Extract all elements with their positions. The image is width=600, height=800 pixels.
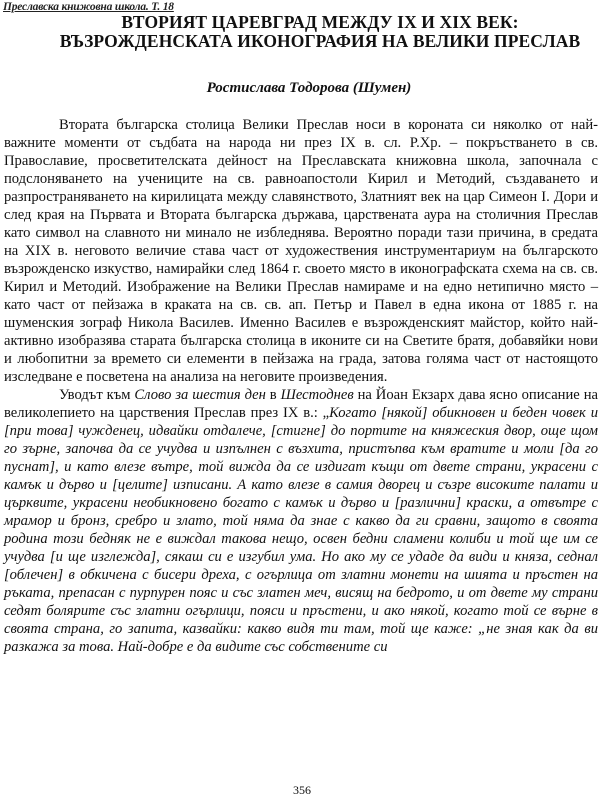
block-quote: Когато [някой] обикновен и беден човек и [при това] чужденец, идвайки отдалече, [стигне] до портите на княжеския двор, още щом го зърне, започва да се учудва и изпълнен с възхита, пристъпва към вратите и моли [да го пуснат], и като влезе вътре, той вижда да се издигат къщи от двете страни, украсени с камък и дърво и [целите] изписани. А като влезе в самия дворец и съзре високите палати и църквите, украсени необикновено богато с камък и дърво и [различни] краски, а отвътре с мрамор и бронз, сребро и злато, той няма да знае с какво да ги сравни, защото в своята родина този бедняк не е виждал такова нещо, освен бедни сламени колиби и той ще им се учудва [и ще изглежда], сякаш си е изгубил ума. Но ако му се удаде да види и княза, седнал [облечен] в обкичена с бисери дреха, с огърлица от златни монети на шията и пръстен на ръката, препасан с пурпурен пояс и със златен меч, висящ на бедрото, и от двете му страни седят болярите със златни огърлици, пояси и пръстени, и ако някой, когато той се върне в своята страна, го запита, казвайки: какво видя ти там, той ще каже: „не зная как да ви разкажа за това. Най-добре е да видите със собствените си	[4, 405, 598, 655]
paragraph-2-intro-b: в	[265, 387, 281, 403]
paragraph-2	[4, 386, 598, 656]
title-line-2: ВЪЗРОЖДЕНСКАТА ИКОНОГРАФИЯ НА ВЕЛИКИ ПРЕСЛАВ	[59, 31, 581, 51]
title-line-1: ВТОРИЯТ ЦАРЕВГРАД МЕЖДУ IX И XIX ВЕК:	[121, 12, 519, 32]
work-title-slovo: Слово за шестия ден	[134, 387, 266, 403]
paragraph-1: Втората българска столица Велики Преслав носи в короната си няколко от най-важните моменти от съдбата на народа ни през IX в. сл. Р.Хр. – покръстването в св. Православие, просветителската дейност на Преславската книжовна школа, започнала с подслоняването на учениците на св. равноапостоли Кирил и Методий, създаването и разпространяването на кирилицата между славянството, Златният век на цар Симеон I. Дори и след края на Първата и Втората българска държава, царствената аура на столичния Преслав като символ на славното ни минало не избледнява. Вероятно поради тази причина, в средата на XIX в. неговото величие става част от художествения инструментариум на българското възрожденско изкуство, намирайки след 1864 г. своето място в иконографската схема на св. св. Кирил и Методий. Изображение на Велики Преслав намираме и на едно нетипично място – като част от пейзажа в краката на св. св. ап. Петър и Павел в една икона от 1885 г. на шуменския зограф Никола Василев. Именно Василев е възрожденският майстор, който най-активно изобразява старата българска столица в иконите си на Светите братя, добавяйки нови и любопитни за времето си елементи в пейзажа на града, затова голяма част от настоящото изследване е посветена на анализа на неговите произведения.	[4, 117, 598, 385]
work-title-shestodnev: Шестоднев	[280, 387, 354, 403]
article-title	[40, 13, 600, 51]
page-number: 356	[293, 783, 311, 797]
paragraph-2-intro-c: на Йоан Екзарх дава ясно описание на великолепието на царствения Преслав през IX в.: „	[4, 387, 598, 421]
running-head: Преславска книжовна школа. Т. 18	[3, 1, 174, 13]
author-byline: Ростислава Тодорова (Шумен)	[206, 80, 412, 96]
article-body	[4, 116, 598, 656]
paragraph-2-intro-a: Уводът към	[59, 387, 135, 403]
